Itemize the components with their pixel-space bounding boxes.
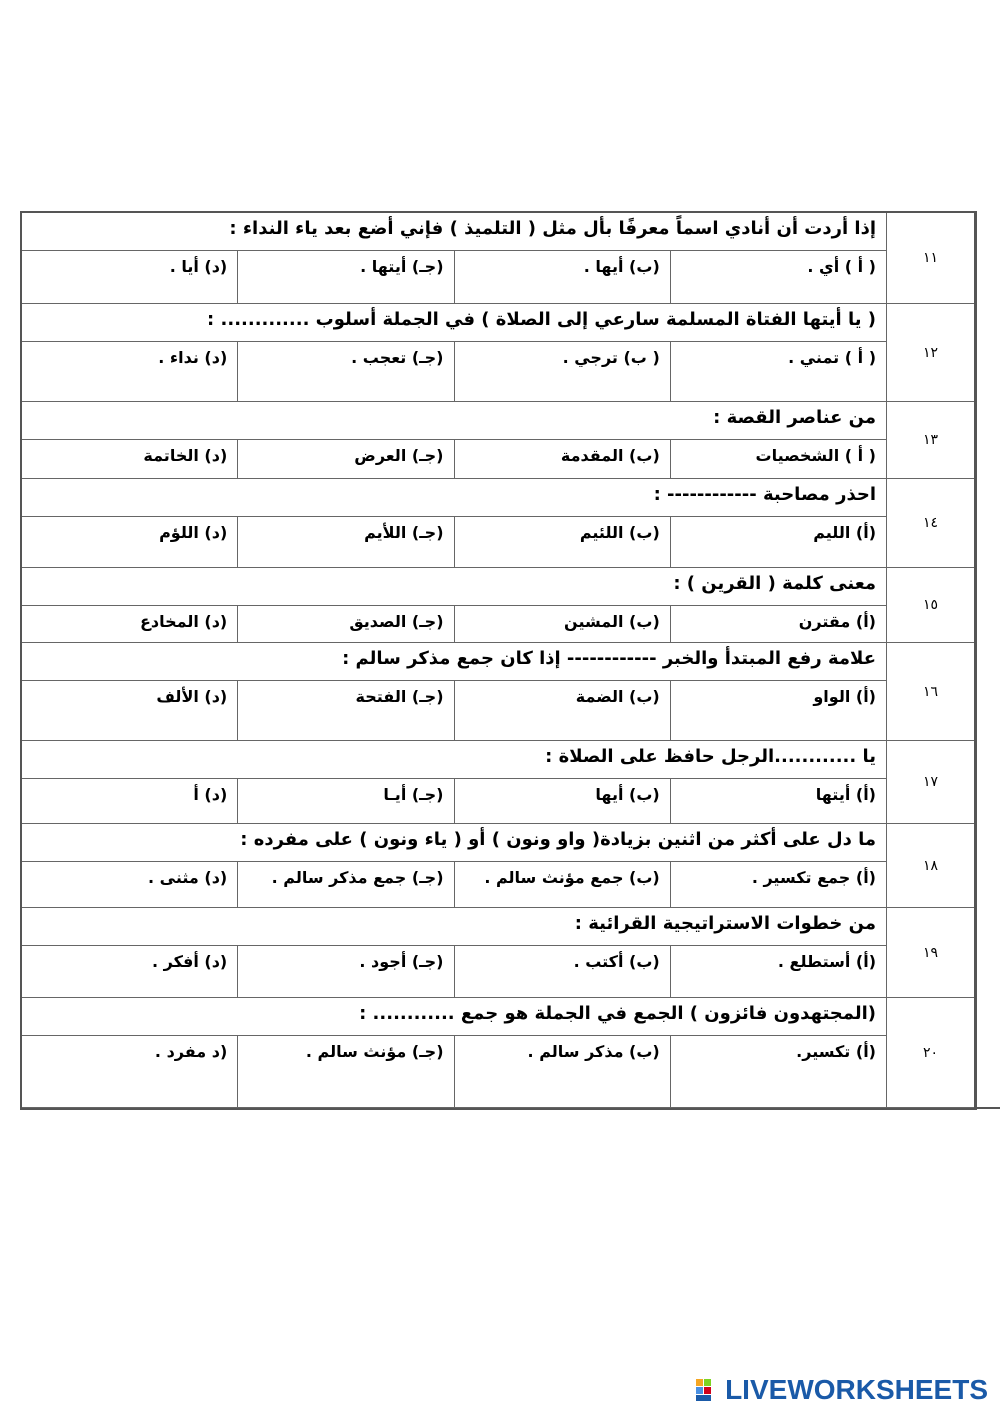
question-stem: ما دل على أكثر من اثنين بزيادة( واو ونون ) أو ( ياء ونون ) على مفرده :	[22, 824, 886, 862]
question-body	[22, 568, 886, 642]
question-stem: يا ............الرجل حافظ على الصلاة :	[22, 741, 886, 779]
answer-option[interactable]: (د) أ	[193, 785, 228, 804]
answer-option[interactable]: (ب) المشين	[454, 606, 670, 642]
question-body	[22, 908, 886, 997]
answer-option[interactable]: (د) أفكر .	[151, 952, 228, 971]
answer-option[interactable]: ( أ ) تمني .	[670, 342, 886, 401]
question-number: ١٧	[886, 741, 974, 823]
liveworksheets-logo	[695, 1375, 988, 1405]
answer-option[interactable]: (أ) الواو	[670, 681, 886, 740]
question-body	[22, 213, 886, 303]
answer-option[interactable]: (ب) المقدمة	[454, 440, 670, 478]
answer-option[interactable]: (د) أيا .	[169, 257, 228, 276]
options-row	[22, 342, 886, 401]
answer-option[interactable]: (جـ) أيتها .	[237, 251, 453, 303]
answer-option[interactable]: (د) المخادع	[139, 612, 228, 631]
answer-option[interactable]: (أ) أيتها	[670, 779, 886, 823]
question-number: ٢٠	[886, 998, 974, 1107]
answer-option[interactable]: (أ) مقترن	[670, 606, 886, 642]
answer-option[interactable]: (جـ) اللأيم	[237, 517, 453, 567]
answer-option[interactable]: (ب) جمع مؤنث سالم .	[454, 862, 670, 907]
answer-option[interactable]: (ب) أكتب .	[454, 946, 670, 997]
answer-option[interactable]: (ب) اللئيم	[454, 517, 670, 567]
question-row	[22, 824, 974, 908]
answer-option[interactable]: (د) الألف	[156, 687, 228, 706]
question-number: ١٥	[886, 568, 974, 642]
answer-option[interactable]: (ب) الضمة	[454, 681, 670, 740]
answer-option[interactable]: (جـ) تعجب .	[237, 342, 453, 401]
answer-option[interactable]: (جـ) الصديق	[237, 606, 453, 642]
answer-option[interactable]: (د) مثنى .	[148, 868, 228, 887]
answer-option[interactable]: (ب) أيها	[454, 779, 670, 823]
options-row	[22, 440, 886, 478]
answer-option[interactable]: (جـ) مؤنث سالم .	[237, 1036, 453, 1107]
question-row	[22, 304, 974, 402]
question-stem: من خطوات الاستراتيجية القرائية :	[22, 908, 886, 946]
question-number: ١٢	[886, 304, 974, 401]
answer-option[interactable]: (جـ) جمع مذكر سالم .	[237, 862, 453, 907]
answer-option[interactable]: (ب) مذكر سالم .	[454, 1036, 670, 1107]
answer-option[interactable]: (أ) أستطلع .	[670, 946, 886, 997]
answer-option[interactable]: ( أ ) أي .	[670, 251, 886, 303]
answer-option[interactable]: (د) اللؤم	[159, 523, 228, 542]
answer-option[interactable]: (أ) تكسير.	[670, 1036, 886, 1107]
question-stem: ( يا أيتها الفتاة المسلمة سارعي إلى الصلاة ) في الجملة أسلوب ............. :	[22, 304, 886, 342]
table-edge-line	[977, 1107, 1000, 1109]
question-stem: احذر مصاحبة ------------ :	[22, 479, 886, 517]
question-body	[22, 824, 886, 907]
answer-option[interactable]: (د مفرد .	[154, 1042, 228, 1061]
brand-name: LIVEWORKSHEETS	[725, 1374, 988, 1405]
question-row	[22, 643, 974, 741]
question-body	[22, 741, 886, 823]
answer-option[interactable]: ( أ ) الشخصيات	[670, 440, 886, 478]
question-body	[22, 998, 886, 1107]
options-row	[22, 606, 886, 642]
answer-option[interactable]: (جـ) أجود .	[237, 946, 453, 997]
question-row	[22, 741, 974, 824]
question-number: ١٣	[886, 402, 974, 478]
question-number: ١٩	[886, 908, 974, 997]
question-number: ١٤	[886, 479, 974, 567]
answer-option[interactable]: ( ب) ترجي .	[454, 342, 670, 401]
answer-option[interactable]: (أ) جمع تكسير .	[670, 862, 886, 907]
question-body	[22, 643, 886, 740]
options-row	[22, 946, 886, 997]
question-body	[22, 304, 886, 401]
question-row	[22, 213, 974, 304]
options-row	[22, 517, 886, 567]
question-number: ١٦	[886, 643, 974, 740]
question-stem: علامة رفع المبتدأ والخبر ------------ إذا كان جمع مذكر سالم :	[22, 643, 886, 681]
question-stem: معنى كلمة ( القرين ) :	[22, 568, 886, 606]
question-body	[22, 402, 886, 478]
options-row	[22, 1036, 886, 1107]
question-number: ١١	[886, 213, 974, 303]
question-row	[22, 568, 974, 643]
answer-option[interactable]: (جـ) أيـا	[237, 779, 453, 823]
answer-option[interactable]: (ب) أيها .	[454, 251, 670, 303]
options-row	[22, 251, 886, 303]
question-row	[22, 402, 974, 479]
question-row	[22, 908, 974, 998]
question-stem: إذا أردت أن أنادي اسماً معرفًا بأل مثل ( التلميذ ) فإني أضع بعد ياء النداء :	[22, 213, 886, 251]
question-body	[22, 479, 886, 567]
answer-option[interactable]: (جـ) العرض	[237, 440, 453, 478]
question-row	[22, 998, 974, 1108]
answer-option[interactable]: (جـ) الفتحة	[237, 681, 453, 740]
question-stem: (المجتهدون فائزون ) الجمع في الجملة هو جمع ............ :	[22, 998, 886, 1036]
question-row	[22, 479, 974, 568]
options-row	[22, 681, 886, 740]
question-number: ١٨	[886, 824, 974, 907]
answer-option[interactable]: (د) الخاتمة	[143, 446, 228, 465]
options-row	[22, 862, 886, 907]
answer-option[interactable]: (د) نداء .	[158, 348, 228, 367]
question-stem: من عناصر القصة :	[22, 402, 886, 440]
questions-table	[20, 211, 977, 1110]
liveworksheets-logo-icon	[695, 1377, 721, 1403]
answer-option[interactable]: (أ) الليم	[670, 517, 886, 567]
options-row	[22, 779, 886, 823]
